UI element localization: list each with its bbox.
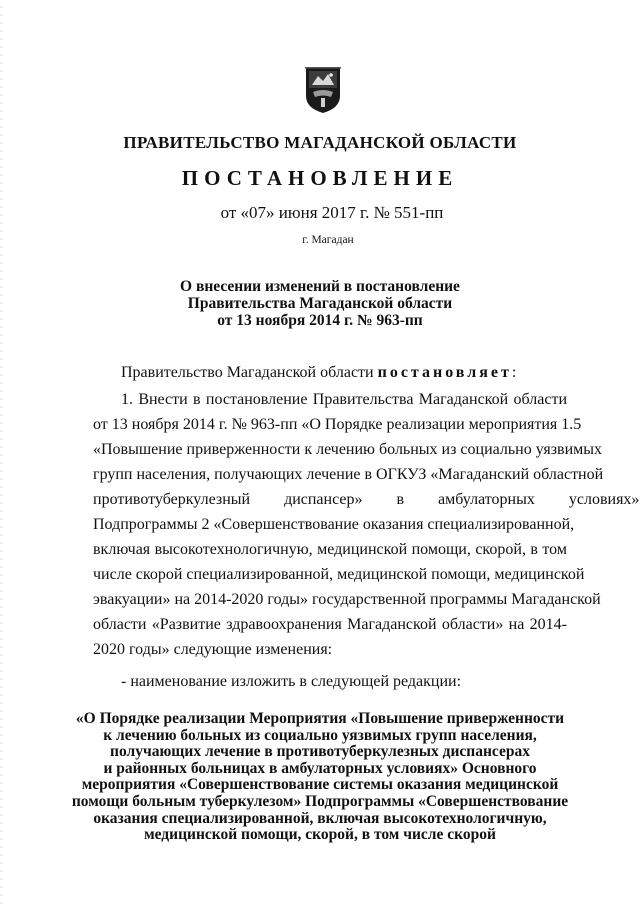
item1-line: эвакуации» на 2014-2020 годы» государственной программы Магаданской <box>93 591 601 608</box>
item1-line: противотуберкулезный диспансер» в амбулаторных условиях» <box>93 491 640 508</box>
subject-line: от 13 ноября 2014 г. № 963-пп <box>217 312 423 329</box>
item1-line: 1. Внести в постановление Правительства Магаданской области <box>121 391 567 408</box>
date-number: от «07» июня 2017 г. № 551-пп <box>220 203 444 222</box>
city: г. Магадан <box>302 234 354 246</box>
intro-suffix: : <box>511 364 517 381</box>
quote-line: помощи больным туберкулезом» Подпрограммы «Совершенствование <box>71 792 569 810</box>
quote-line: «О Порядке реализации Мероприятия «Повышение приверженности <box>75 710 565 727</box>
item1-line: от 13 ноября 2014 г. № 963-пп «О Порядке реализации мероприятия 1.5 <box>93 416 582 433</box>
quote-line: к лечению больных из социально уязвимых групп населения, <box>103 726 537 744</box>
quote-line: медицинской помощи, скорой, в том числе скорой <box>144 826 496 844</box>
subject-heading <box>0 278 640 329</box>
document-type: ПОСТАНОВЛЕНИЕ <box>181 166 459 190</box>
item1-line: групп населения, получающих лечение в ОГКУЗ «Магаданский областной <box>93 466 604 483</box>
quote-line: оказания специализированной, включая высокотехнологичную, <box>93 809 547 827</box>
item1-line: включая высокотехнологичную, медицинской помощи, скорой, в том <box>93 541 567 558</box>
item1-line: 2020 годы» следующие изменения: <box>93 641 333 658</box>
quote-line: и районных больницах в амбулаторных условиях» Основного <box>103 759 537 777</box>
item1-line: «Повышение приверженности к лечению больных из социально уязвимых <box>93 441 602 458</box>
resolution-intro <box>121 364 516 382</box>
item1-line: области «Развитие здравоохранения Магаданской области» на 2014- <box>93 616 567 633</box>
item1-line: числе скорой специализированной, медицинской помощи, медицинской <box>93 566 585 583</box>
subject-line: Правительства Магаданской области <box>187 295 453 312</box>
coat-of-arms-emblem <box>304 66 342 114</box>
subject-line: О внесении изменений в постановление <box>180 278 460 295</box>
new-title-quote <box>0 711 640 844</box>
intro-verb: постановляет <box>377 364 512 381</box>
item1-line: Подпрограммы 2 «Совершенствование оказания специализированной, <box>93 516 575 533</box>
quote-line: мероприятия «Совершенствование системы оказания медицинской <box>81 776 559 794</box>
intro-prefix: Правительство Магаданской области <box>121 364 374 381</box>
government-name: ПРАВИТЕЛЬСТВО МАГАДАНСКОЙ ОБЛАСТИ <box>123 133 517 152</box>
bullet-item: - наименование изложить в следующей редакции: <box>121 673 462 690</box>
quote-line: получающих лечение в противотуберкулезных диспансерах <box>110 743 530 761</box>
